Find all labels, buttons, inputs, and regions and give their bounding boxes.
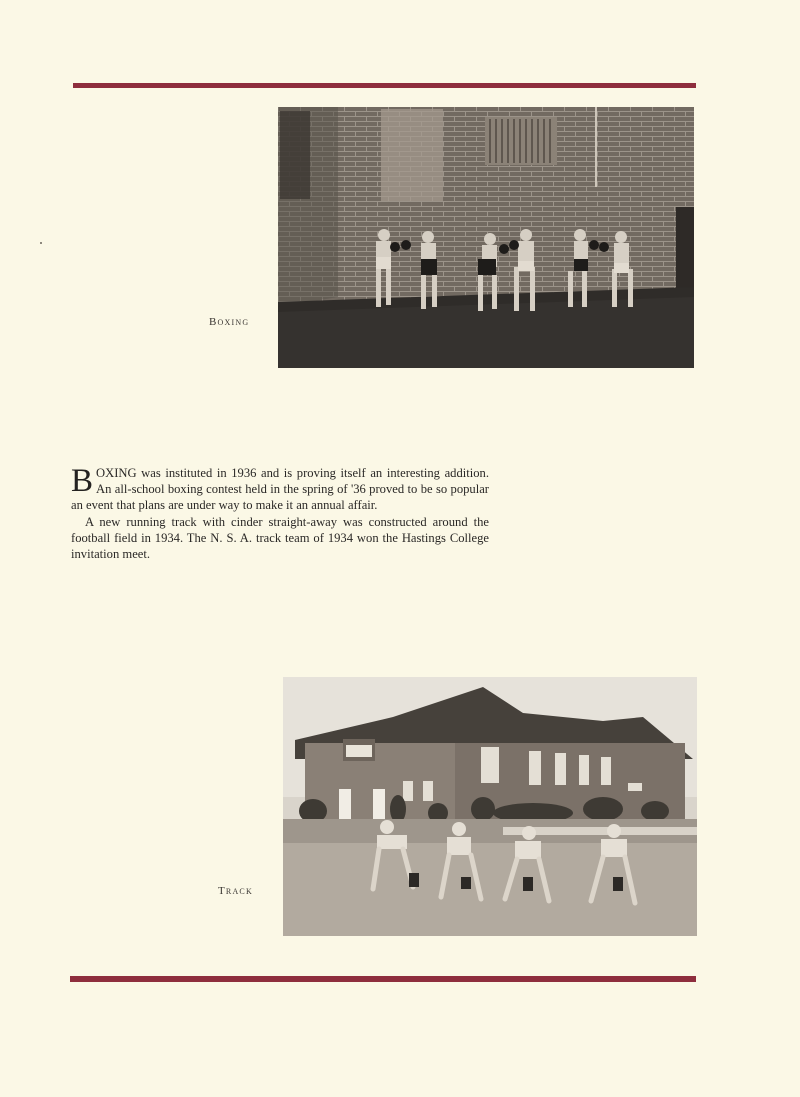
track-caption: Track <box>218 885 253 897</box>
article-text <box>71 465 489 562</box>
top-rule <box>73 83 696 88</box>
margin-speck <box>40 242 42 244</box>
paragraph-boxing <box>71 465 489 514</box>
bottom-rule <box>70 976 696 982</box>
paragraph-boxing-text: OXING was instituted in 1936 and is proving itself an interesting addition. An all-school boxing contest held in the spring of '36 proved to be so popular an event that plans are under way to make it an annual affair. <box>71 466 489 513</box>
dropcap-letter: B <box>71 463 94 499</box>
boxing-caption: Boxing <box>209 316 250 328</box>
track-photo <box>283 677 697 936</box>
paragraph-track: A new running track with cinder straight-away was constructed around the football field in 1934. The N. S. A. track team of 1934 won the Hastings College invitation meet. <box>71 514 489 562</box>
boxing-photo <box>278 107 694 368</box>
